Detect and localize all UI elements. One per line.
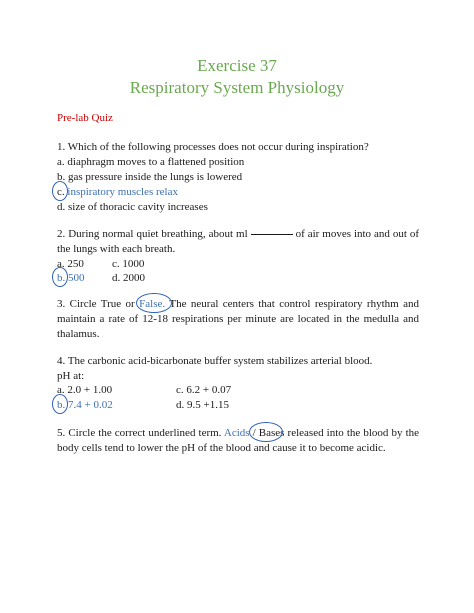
q2-option-b: b. 500 bbox=[57, 272, 85, 284]
q4-option-c: c. 6.2 + 0.07 bbox=[176, 384, 232, 396]
q2-answer-circle bbox=[52, 267, 68, 287]
exercise-subtitle: Respiratory System Physiology bbox=[129, 78, 345, 97]
q1-option-c-letter: c. bbox=[57, 186, 65, 198]
q1-option-d: d. size of thoracic cavity increases bbox=[57, 201, 208, 213]
q5-acids-answer: Acids bbox=[223, 427, 250, 439]
q1-answer-circle bbox=[52, 181, 68, 201]
q4-question: 4. The carbonic acid-bicarbonate buffer system stabilizes arterial blood. bbox=[57, 355, 373, 367]
q3-line2: maintain a rate of 12-18 respirations per minute are located in the medulla and bbox=[57, 313, 419, 325]
q4-option-a: a. 2.0 + 1.00 bbox=[57, 384, 113, 396]
q3-answer-circle bbox=[136, 293, 172, 313]
q3-false-answer: False. bbox=[139, 298, 166, 310]
q4-option-b: b. 7.4 + 0.02 bbox=[57, 399, 113, 411]
q2-option-d: d. 2000 bbox=[112, 272, 145, 284]
q1-option-b: b. gas pressure inside the lungs is lowered bbox=[57, 171, 243, 183]
q3-line1-end: The neural centers that control respiratory rhythm and bbox=[169, 298, 419, 310]
q5-line2: body cells tend to lower the pH of the blood and cause it to become acidic. bbox=[57, 442, 386, 454]
q4-option-d: d. 9.5 +1.15 bbox=[176, 399, 229, 411]
q2-line1 bbox=[57, 227, 419, 241]
q3-line1-start: 3. Circle True or bbox=[57, 298, 135, 310]
q2-option-c: c. 1000 bbox=[112, 258, 145, 270]
q4-answer-circle bbox=[52, 394, 68, 414]
exercise-title: Exercise 37 bbox=[197, 56, 277, 75]
q1-option-c-answer: inspiratory muscles relax bbox=[67, 186, 178, 198]
q5-answer-circle bbox=[249, 422, 283, 442]
q2-line1-start: 2. During normal quiet breathing, about ml bbox=[57, 228, 248, 240]
q2-option-a: a. 250 bbox=[57, 258, 84, 270]
q5-line1 bbox=[57, 426, 419, 440]
q1-option-c bbox=[57, 185, 178, 199]
q2-fill-blank bbox=[251, 234, 293, 235]
quiz-heading: Pre-lab Quiz bbox=[57, 112, 113, 124]
q3-line1 bbox=[57, 297, 419, 311]
q4-ph-label: pH at: bbox=[57, 370, 85, 382]
q3-line3: thalamus. bbox=[57, 328, 100, 340]
q5-line1-end: / Bases released into the blood by the bbox=[252, 427, 420, 439]
q5-line1-start: 5. Circle the correct underlined term. bbox=[57, 427, 222, 439]
q1-option-a: a. diaphragm moves to a flattened position bbox=[57, 156, 245, 168]
q1-question: 1. Which of the following processes does not occur during inspiration? bbox=[57, 141, 369, 153]
q2-line2: the lungs with each breath. bbox=[57, 243, 176, 255]
q2-line1-end: of air moves into and out of bbox=[295, 228, 420, 240]
